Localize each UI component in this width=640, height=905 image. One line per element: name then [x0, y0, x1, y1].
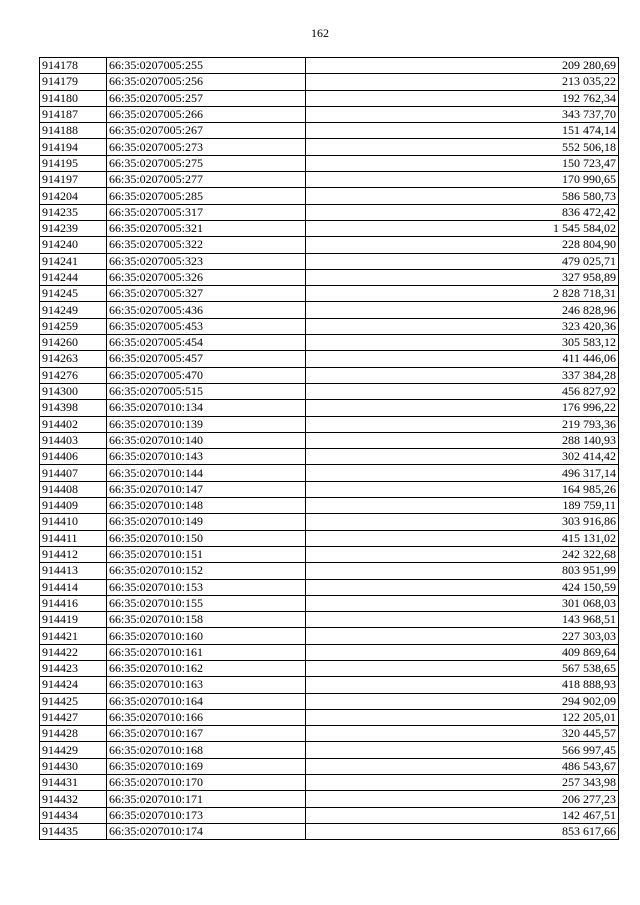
table-row [40, 220, 619, 236]
record-id-cell: 914434 [40, 807, 107, 823]
record-id-cell: 914249 [40, 302, 107, 318]
value-cell: 228 804,90 [306, 237, 619, 253]
value-cell: 192 762,34 [306, 90, 619, 106]
record-id-cell: 914300 [40, 383, 107, 399]
table-row [40, 644, 619, 660]
value-cell: 418 888,93 [306, 677, 619, 693]
table-row [40, 58, 619, 74]
cadastral-number-cell: 66:35:0207005:267 [107, 123, 306, 139]
record-id-cell: 914403 [40, 432, 107, 448]
table-row [40, 807, 619, 823]
table-row [40, 416, 619, 432]
cadastral-number-cell: 66:35:0207010:151 [107, 546, 306, 562]
value-cell: 1 545 584,02 [306, 220, 619, 236]
value-cell: 409 869,64 [306, 644, 619, 660]
cadastral-number-cell: 66:35:0207010:150 [107, 530, 306, 546]
cadastral-number-cell: 66:35:0207010:168 [107, 742, 306, 758]
table-row [40, 498, 619, 514]
value-cell: 411 446,06 [306, 351, 619, 367]
cadastral-number-cell: 66:35:0207005:277 [107, 172, 306, 188]
cadastral-number-cell: 66:35:0207005:326 [107, 269, 306, 285]
value-cell: 323 420,36 [306, 318, 619, 334]
value-cell: 151 474,14 [306, 123, 619, 139]
value-cell: 206 277,23 [306, 791, 619, 807]
record-id-cell: 914425 [40, 693, 107, 709]
table-row [40, 612, 619, 628]
record-id-cell: 914178 [40, 58, 107, 74]
table-row [40, 742, 619, 758]
record-id-cell: 914263 [40, 351, 107, 367]
cadastral-number-cell: 66:35:0207005:317 [107, 204, 306, 220]
cadastral-number-cell: 66:35:0207010:152 [107, 563, 306, 579]
table-row [40, 481, 619, 497]
cadastral-number-cell: 66:35:0207010:148 [107, 498, 306, 514]
value-cell: 486 543,67 [306, 758, 619, 774]
table-row [40, 335, 619, 351]
table-row [40, 269, 619, 285]
record-id-cell: 914406 [40, 449, 107, 465]
value-cell: 227 303,03 [306, 628, 619, 644]
value-cell: 456 827,92 [306, 383, 619, 399]
cadastral-number-cell: 66:35:0207005:322 [107, 237, 306, 253]
record-id-cell: 914402 [40, 416, 107, 432]
record-id-cell: 914407 [40, 465, 107, 481]
record-id-cell: 914179 [40, 74, 107, 90]
value-cell: 566 997,45 [306, 742, 619, 758]
value-cell: 303 916,86 [306, 514, 619, 530]
record-id-cell: 914432 [40, 791, 107, 807]
table-row [40, 204, 619, 220]
value-cell: 294 902,09 [306, 693, 619, 709]
table-row [40, 383, 619, 399]
table-row [40, 514, 619, 530]
cadastral-number-cell: 66:35:0207005:275 [107, 155, 306, 171]
table-row [40, 823, 619, 839]
cadastral-number-cell: 66:35:0207010:167 [107, 726, 306, 742]
record-id-cell: 914435 [40, 823, 107, 839]
table-row [40, 74, 619, 90]
record-id-cell: 914431 [40, 775, 107, 791]
page-number: 162 [311, 26, 329, 40]
record-id-cell: 914276 [40, 367, 107, 383]
cadastral-number-cell: 66:35:0207010:162 [107, 660, 306, 676]
cadastral-number-cell: 66:35:0207010:169 [107, 758, 306, 774]
table-row [40, 775, 619, 791]
table-row [40, 367, 619, 383]
cadastral-number-cell: 66:35:0207010:161 [107, 644, 306, 660]
value-cell: 170 990,65 [306, 172, 619, 188]
record-id-cell: 914239 [40, 220, 107, 236]
cadastral-number-cell: 66:35:0207010:166 [107, 709, 306, 725]
cadastral-number-cell: 66:35:0207005:255 [107, 58, 306, 74]
cadastral-number-cell: 66:35:0207010:173 [107, 807, 306, 823]
table-row [40, 449, 619, 465]
record-id-cell: 914421 [40, 628, 107, 644]
record-id-cell: 914413 [40, 563, 107, 579]
table-row [40, 90, 619, 106]
value-cell: 219 793,36 [306, 416, 619, 432]
table-row [40, 432, 619, 448]
record-id-cell: 914398 [40, 400, 107, 416]
value-cell: 301 068,03 [306, 595, 619, 611]
cadastral-number-cell: 66:35:0207010:160 [107, 628, 306, 644]
value-cell: 176 996,22 [306, 400, 619, 416]
record-id-cell: 914429 [40, 742, 107, 758]
table-row [40, 237, 619, 253]
table-row [40, 595, 619, 611]
value-cell: 209 280,69 [306, 58, 619, 74]
table-row [40, 530, 619, 546]
cadastral-number-cell: 66:35:0207005:470 [107, 367, 306, 383]
value-cell: 552 506,18 [306, 139, 619, 155]
cadastral-number-cell: 66:35:0207005:515 [107, 383, 306, 399]
cadastral-number-cell: 66:35:0207005:266 [107, 106, 306, 122]
value-cell: 143 968,51 [306, 612, 619, 628]
cadastral-number-cell: 66:35:0207010:134 [107, 400, 306, 416]
record-id-cell: 914412 [40, 546, 107, 562]
value-cell: 2 828 718,31 [306, 286, 619, 302]
record-id-cell: 914197 [40, 172, 107, 188]
value-cell: 327 958,89 [306, 269, 619, 285]
cadastral-number-cell: 66:35:0207005:321 [107, 220, 306, 236]
value-cell: 853 617,66 [306, 823, 619, 839]
value-cell: 836 472,42 [306, 204, 619, 220]
value-cell: 242 322,68 [306, 546, 619, 562]
cadastral-number-cell: 66:35:0207005:457 [107, 351, 306, 367]
cadastral-number-cell: 66:35:0207010:139 [107, 416, 306, 432]
cadastral-number-cell: 66:35:0207010:170 [107, 775, 306, 791]
record-id-cell: 914245 [40, 286, 107, 302]
value-cell: 337 384,28 [306, 367, 619, 383]
record-id-cell: 914195 [40, 155, 107, 171]
cadastral-number-cell: 66:35:0207010:164 [107, 693, 306, 709]
record-id-cell: 914409 [40, 498, 107, 514]
value-cell: 305 583,12 [306, 335, 619, 351]
table-row [40, 318, 619, 334]
table-row [40, 660, 619, 676]
table-row [40, 139, 619, 155]
record-id-cell: 914422 [40, 644, 107, 660]
table-row [40, 253, 619, 269]
cadastral-number-cell: 66:35:0207005:323 [107, 253, 306, 269]
table-row [40, 188, 619, 204]
table-row [40, 726, 619, 742]
cadastral-number-cell: 66:35:0207010:163 [107, 677, 306, 693]
table-row [40, 546, 619, 562]
table-row [40, 677, 619, 693]
value-cell: 479 025,71 [306, 253, 619, 269]
table-row [40, 758, 619, 774]
table-row [40, 709, 619, 725]
value-cell: 343 737,70 [306, 106, 619, 122]
cadastral-number-cell: 66:35:0207005:454 [107, 335, 306, 351]
cadastral-number-cell: 66:35:0207005:436 [107, 302, 306, 318]
cadastral-number-cell: 66:35:0207005:257 [107, 90, 306, 106]
record-id-cell: 914260 [40, 335, 107, 351]
table-row [40, 286, 619, 302]
cadastral-number-cell: 66:35:0207010:158 [107, 612, 306, 628]
record-id-cell: 914188 [40, 123, 107, 139]
cadastral-number-cell: 66:35:0207005:273 [107, 139, 306, 155]
cadastral-number-cell: 66:35:0207010:143 [107, 449, 306, 465]
value-cell: 586 580,73 [306, 188, 619, 204]
record-id-cell: 914423 [40, 660, 107, 676]
cadastral-number-cell: 66:35:0207010:155 [107, 595, 306, 611]
record-id-cell: 914428 [40, 726, 107, 742]
table-row [40, 155, 619, 171]
value-cell: 142 467,51 [306, 807, 619, 823]
cadastral-number-cell: 66:35:0207010:174 [107, 823, 306, 839]
value-cell: 320 445,57 [306, 726, 619, 742]
record-id-cell: 914241 [40, 253, 107, 269]
table-row [40, 400, 619, 416]
table-row [40, 172, 619, 188]
record-id-cell: 914259 [40, 318, 107, 334]
value-cell: 496 317,14 [306, 465, 619, 481]
cadastral-number-cell: 66:35:0207005:327 [107, 286, 306, 302]
value-cell: 288 140,93 [306, 432, 619, 448]
record-id-cell: 914411 [40, 530, 107, 546]
record-id-cell: 914244 [40, 269, 107, 285]
cadastral-number-cell: 66:35:0207010:147 [107, 481, 306, 497]
record-id-cell: 914414 [40, 579, 107, 595]
table-row [40, 302, 619, 318]
record-id-cell: 914430 [40, 758, 107, 774]
cadastral-number-cell: 66:35:0207005:256 [107, 74, 306, 90]
value-cell: 164 985,26 [306, 481, 619, 497]
table-body [40, 58, 619, 840]
cadastral-number-cell: 66:35:0207010:144 [107, 465, 306, 481]
value-cell: 567 538,65 [306, 660, 619, 676]
cadastral-number-cell: 66:35:0207010:171 [107, 791, 306, 807]
record-id-cell: 914194 [40, 139, 107, 155]
cadastral-number-cell: 66:35:0207010:140 [107, 432, 306, 448]
record-id-cell: 914235 [40, 204, 107, 220]
table-row [40, 563, 619, 579]
cadastral-number-cell: 66:35:0207010:153 [107, 579, 306, 595]
value-cell: 302 414,42 [306, 449, 619, 465]
cadastral-number-cell: 66:35:0207005:453 [107, 318, 306, 334]
table-row [40, 693, 619, 709]
data-table [39, 57, 619, 840]
record-id-cell: 914204 [40, 188, 107, 204]
record-id-cell: 914424 [40, 677, 107, 693]
value-cell: 415 131,02 [306, 530, 619, 546]
value-cell: 189 759,11 [306, 498, 619, 514]
value-cell: 213 035,22 [306, 74, 619, 90]
table-row [40, 628, 619, 644]
table-row [40, 123, 619, 139]
record-id-cell: 914410 [40, 514, 107, 530]
value-cell: 424 150,59 [306, 579, 619, 595]
value-cell: 246 828,96 [306, 302, 619, 318]
record-id-cell: 914419 [40, 612, 107, 628]
table-row [40, 106, 619, 122]
cadastral-number-cell: 66:35:0207010:149 [107, 514, 306, 530]
value-cell: 803 951,99 [306, 563, 619, 579]
value-cell: 122 205,01 [306, 709, 619, 725]
table-row [40, 465, 619, 481]
table-row [40, 579, 619, 595]
value-cell: 257 343,98 [306, 775, 619, 791]
record-id-cell: 914240 [40, 237, 107, 253]
value-cell: 150 723,47 [306, 155, 619, 171]
record-id-cell: 914427 [40, 709, 107, 725]
table-row [40, 791, 619, 807]
record-id-cell: 914408 [40, 481, 107, 497]
record-id-cell: 914187 [40, 106, 107, 122]
table-row [40, 351, 619, 367]
cadastral-number-cell: 66:35:0207005:285 [107, 188, 306, 204]
record-id-cell: 914416 [40, 595, 107, 611]
record-id-cell: 914180 [40, 90, 107, 106]
